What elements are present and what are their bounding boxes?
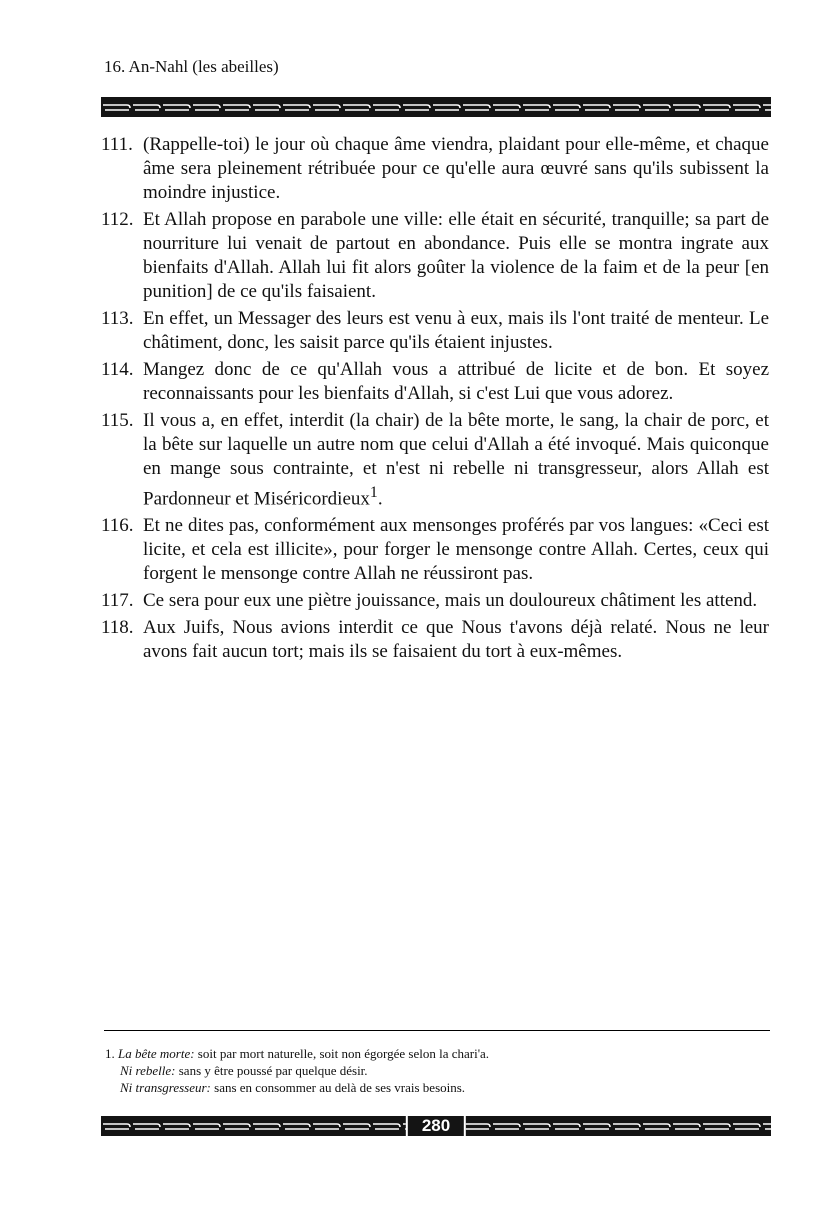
verse-number: 114.: [101, 359, 134, 380]
footnote-item: [105, 1045, 765, 1062]
footnote-item: [105, 1079, 765, 1096]
verse-number: 116.: [101, 515, 134, 537]
verse-text: Et Allah propose en parabole une ville: elle était en sécurité, tranquille; sa part de nourriture lui venait de partout en abondance. Puis elle se montra ingrate aux bienfaits d'Allah. Allah lui fit alors goûter la violence de la faim et de la peur [en punition] de ce qu'ils faisaient.: [143, 209, 769, 302]
verse-number: 118.: [101, 617, 134, 639]
footnote-number: 1.: [105, 1046, 115, 1061]
verse-112: [101, 208, 769, 304]
page-number: 280: [406, 1116, 466, 1136]
page-header: 16. An-Nahl (les abeilles): [104, 57, 279, 76]
verse-113: [101, 307, 769, 355]
verse-text: Aux Juifs, Nous avions interdit ce que Nous t'avons déjà relaté. Nous ne leur avons fait aucun tort; mais ils se faisaient du tort à eux-mêmes.: [143, 617, 769, 663]
verse-text: Mangez donc de ce qu'Allah vous a attribué de licite et de bon. Et soyez reconnaissants pour les bienfaits d'Allah, si c'est Lui que vous adorez.: [143, 359, 769, 404]
verse-number: 113.: [101, 308, 134, 329]
ornament-pattern-icon: [101, 97, 771, 117]
top-ornament-band: [101, 97, 771, 117]
verse-number: 115.: [101, 410, 134, 431]
verse-number: 111.: [101, 134, 133, 155]
verse-text: Et ne dites pas, conformément aux mensonges proférés par vos langues: «Ceci est licite, et cela est illicite», pour forger le mensonge contre Allah. Certes, ceux qui forgent le mensonge contre Allah ne réussiront pas.: [143, 515, 769, 585]
footnote-marker: 1: [369, 484, 378, 501]
footnote-divider: [104, 1030, 770, 1031]
footnote-term: Ni rebelle:: [120, 1063, 176, 1078]
footnote-text: soit par mort naturelle, soit non égorgée selon la chari'a.: [194, 1046, 490, 1061]
verse-text: (Rappelle-toi) le jour où chaque âme viendra, plaidant pour elle-même, et chaque âme sera pleinement rétribuée pour ce qu'elle aura œuvré sans qu'ils subissent la moindre injustice.: [143, 134, 769, 203]
verse-text: En effet, un Messager des leurs est venu à eux, mais ils l'ont traité de menteur. Le châtiment, donc, les saisit parce qu'ils étaient injustes.: [143, 308, 769, 353]
verse-115: [101, 409, 769, 511]
verse-111: [101, 133, 769, 205]
verse-number: 112.: [101, 209, 134, 230]
verse-number: 117.: [101, 590, 134, 612]
verse-117: [101, 589, 769, 613]
footnote-text: sans y être poussé par quelque désir.: [175, 1063, 368, 1078]
verse-text-end: .: [377, 488, 383, 510]
verse-114: [101, 358, 769, 406]
verse-text: Ce sera pour eux une piètre jouissance, mais un douloureux châtiment les attend.: [143, 590, 758, 612]
footnote-item: [105, 1062, 765, 1079]
bottom-ornament-band: [101, 1116, 771, 1136]
footnote-term: La bête morte:: [118, 1046, 195, 1061]
verse-list: [101, 133, 769, 667]
verse-text: Il vous a, en effet, interdit (la chair) de la bête morte, le sang, la chair de porc, et la bête sur laquelle un autre nom que celui d'Allah a été invoqué. Mais quiconque en mange sous contrainte, et n'est ni rebelle ni transgresseur, alors Allah est Pardonneur et Miséricordieux: [143, 410, 769, 510]
verse-118: [101, 616, 769, 664]
footnotes: [105, 1045, 765, 1096]
footnote-term: Ni transgresseur:: [120, 1080, 211, 1095]
footnote-text: sans en consommer au delà de ses vrais besoins.: [210, 1080, 466, 1095]
verse-116: [101, 514, 769, 586]
